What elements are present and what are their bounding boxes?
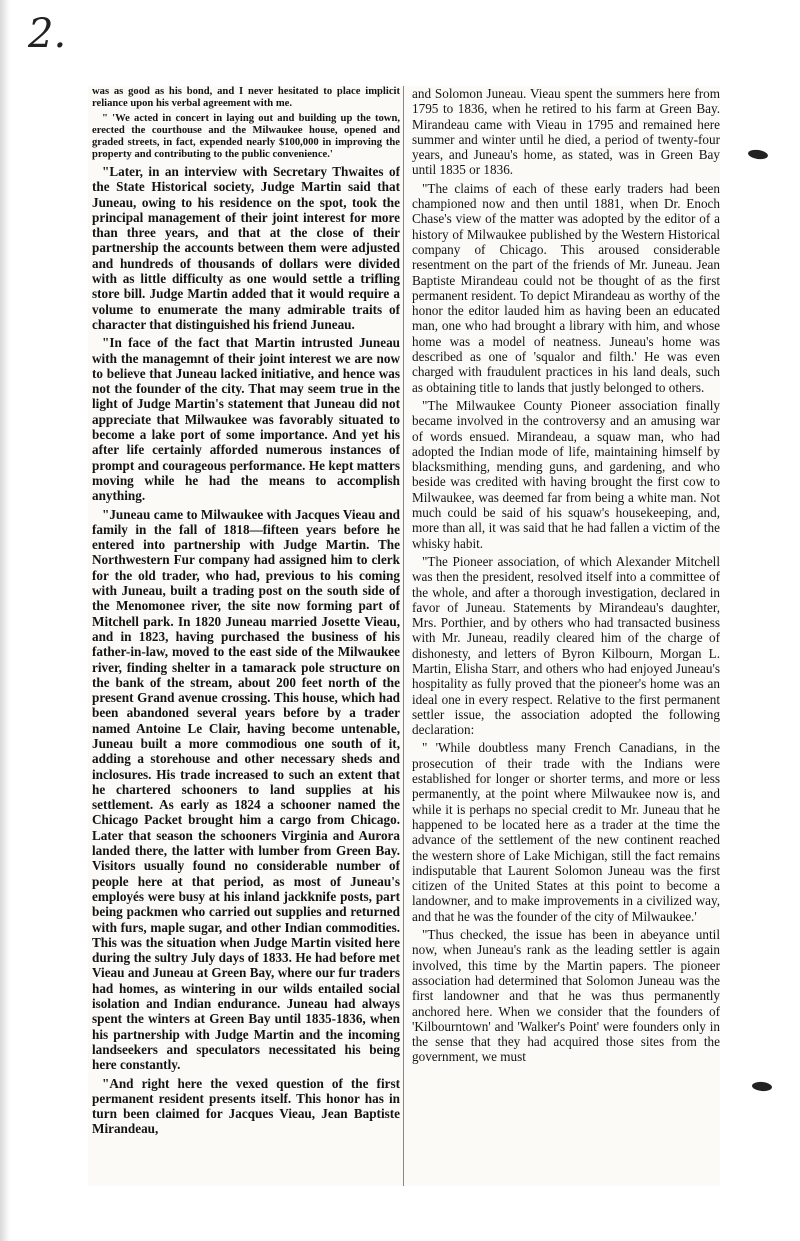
column-divider [403,86,404,1186]
paragraph: "The Milwaukee County Pioneer association finally became involved in the controversy and an amusing war of words ensued. Mirandeau, a squaw man, who had adopted the Indian mode of life, maintaining himself by blacksmithing, mending guns, and gardening, and who beside was credited with having brought the first cow to Milwaukee, was deemed far from being a white man. Not much could be said of his squaw's housekeeping, and, more than all, it was said that he had fallen a victim of the whisky habit. [412,397,720,551]
paragraph: and Solomon Juneau. Vieau spent the summers here from 1795 to 1836, when he retired to his farm at Green Bay. Mirandeau came with Vieau in 1795 and remained here summer and winter until he died, a period of twenty-four years, and Juneau's home, as stated, was in Green Bay until 1835 or 1836. [412,86,720,178]
paragraph: "The claims of each of these early traders had been championed now and then until 1881, when Dr. Enoch Chase's view of the matter was adopted by the editor of a history of Milwaukee published by the Western Historical company of Chicago. This aroused considerable resentment on the part of the friends of Mr. Juneau. Jean Baptiste Mirandeau could not be thought of as the first permanent resident. To depict Mirandeau as worthy of the honor the editor lauded him as having been an educated man, one who had brought a library with him, and whose home was a model of neatness. Juneau's home was described as one of 'squalor and filth.' He was even charged with fraudulent practices in his land deals, such as obtaining title to lands that justly belonged to others. [412,180,720,395]
paragraph: was as good as his bond, and I never hesitated to place implicit reliance upon his verbal agreement with me. [92,86,400,109]
paragraph: "Later, in an interview with Secretary Thwaites of the State Historical society, Judge Martin said that Juneau, owing to his residence on the spot, took the principal management of their joint interest for more than three years, and that at the close of their partnership the accounts between them were adjusted and hundreds of thousands of dollars were divided with as little difficulty as one would settle a trifling store bill. Judge Martin added that it would require a volume to enumerate the many admirable traits of character that distinguished his friend Juneau. [92,164,400,332]
ink-mark [747,149,768,161]
paragraph: " 'While doubtless many French Canadians, in the prosecution of their trade with the Indians were established for longer or shorter terms, and more or less permanently, at the point where Milwaukee now is, and while it is perhaps no special credit to Mr. Juneau that he happened to be located here as a trader at the time the advance of the settlement of the new continent reached the western shore of Lake Michigan, still the fact remains indisputable that Laurent Solomon Juneau was the first citizen of the United States at this point to become a landowner, and to make improvements in a civilized way, and that he was the founder of the city of Milwaukee.' [412,740,720,924]
right-column [412,86,720,1186]
paragraph: " 'We acted in concert in laying out and building up the town, erected the courthouse and the Milwaukee house, opened and graded streets, in fact, expended nearly $100,000 in improving the property and contributing to the public convenience.' [92,113,400,160]
paragraph: "Thus checked, the issue has been in abeyance until now, when Juneau's rank as the leading settler is again involved, this time by the Martin papers. The pioneer association had determined that Solomon Juneau was the first landowner and that he was thus permanently anchored here. When we consider that the founders of 'Kilbourntown' and 'Walker's Point' were founders only in the sense that they had acquired those sites from the government, we must [412,927,720,1065]
handwritten-page-number: 2. [28,11,67,57]
paragraph: "The Pioneer association, of which Alexander Mitchell was then the president, resolved itself into a committee of the whole, and after a thorough investigation, declared in favor of Juneau. Statements by Mirandeau's daughter, Mrs. Porthier, and by others who had transacted business with Mr. Juneau, readily cleared him of the charge of dishonesty, and letters of Byron Kilbourn, Morgan L. Martin, Elisha Starr, and others who had enjoyed Juneau's hospitality as fully proved that the pioneer's home was an ideal one in every respect. Relative to the first permanent settler issue, the association adopted the following declaration: [412,553,720,738]
paragraph: "Juneau came to Milwaukee with Jacques Vieau and family in the fall of 1818—fifteen years before he entered into partnership with Judge Martin. The Northwestern Fur company had assigned him to clerk for the old trader, who had, previous to his coming with Juneau, built a trading post on the south side of the Menomonee river, the site now forming part of Mitchell park. In 1820 Juneau married Josette Vieau, and in 1823, having purchased the business of his father-in-law, moved to the east side of the Milwaukee river, finding shelter in a tamarack pole structure on the bank of the stream, about 200 feet north of the present Grand avenue crossing. This house, which had been abandoned several years before by a trader named Antoine Le Clair, having become untenable, Juneau built a more commodious one south of it, adding a storehouse and other necessary sheds and inclosures. His trade increased to such an extent that he chartered schooners to land supplies at his settlement. As early as 1824 a schooner named the Chicago Packet brought him a cargo from Chicago. Later that season the schooners Virginia and Aurora landed there, the latter with lumber from Green Bay. Visitors usually found no considerable number of people here at that period, as most of Juneau's employés were busy at his inland jackknife posts, part being packmen who carried out supplies and returned with furs, maple sugar, and other Indian commodities. This was the situation when Judge Martin visited here during the sultry July days of 1833. He had before met Vieau and Juneau at Green Bay, where our fur traders had homes, as wintering in our wilds entailed social isolation and Indian endurance. Juneau had always spent the winters at Green Bay until 1835-1836, when his partnership with Judge Martin and the incoming landseekers and speculators necessitated his being here constantly. [92,506,400,1073]
newspaper-clipping [88,86,720,1186]
ink-mark [752,1081,773,1092]
paragraph: "And right here the vexed question of the first permanent resident presents itself. This honor has in turn been claimed for Jacques Vieau, Jean Baptiste Mirandeau, [92,1075,400,1137]
left-column [92,86,400,1186]
page-fold-shadow [0,0,10,1241]
paragraph: "In face of the fact that Martin intrusted Juneau with the managemnt of their joint interest we are now to believe that Juneau lacked initiative, and hence was not the founder of the city. That may seem true in the light of Judge Martin's statement that Juneau did not appreciate that Milwaukee was favorably situated to become a lake port of some importance. And yet his after life certainly afforded numerous instances of prompt and courageous performance. He kept matters moving while he had the means to accomplish anything. [92,335,400,504]
